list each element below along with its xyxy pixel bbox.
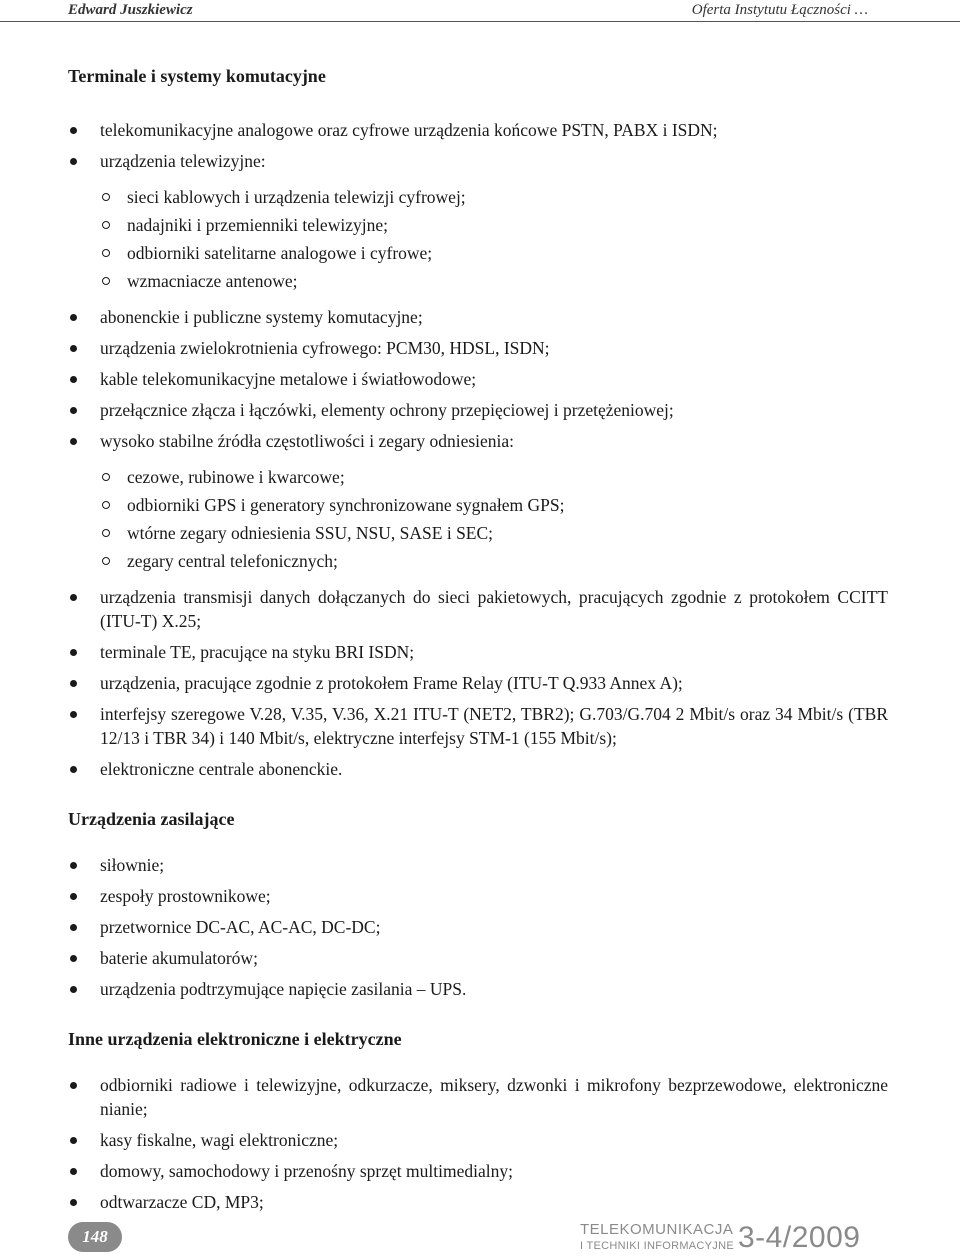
list-item-text: interfejsy szeregowe V.28, V.35, V.36, X.21 ITU-T (NET2, TBR2); G.703/G.704 2 Mbit/s oraz 34 Mbit/s (TBR 12/13 i TBR 34) i 140 Mbit/s, elektryczne interfejsy STM-1 (155 Mbit/s); <box>100 704 888 748</box>
list-item <box>68 915 888 939</box>
bullet-icon <box>70 711 77 718</box>
sub-list-item-text: nadajniki i przemienniki telewizyjne; <box>127 215 388 235</box>
sub-list-item <box>100 549 888 573</box>
list-item-text: urządzenia podtrzymujące napięcie zasilania – UPS. <box>100 979 467 999</box>
bullet-icon <box>70 158 77 165</box>
list-item <box>68 1073 888 1121</box>
bullet-icon <box>70 1137 77 1144</box>
issue-number: 3-4/2009 <box>738 1221 861 1254</box>
list-item <box>68 1159 888 1183</box>
sub-list <box>68 185 888 293</box>
list-item <box>68 853 888 877</box>
page-number: 148 <box>68 1222 122 1252</box>
bullet-icon <box>70 314 77 321</box>
list-item-text: odbiorniki radiowe i telewizyjne, odkurzacze, miksery, dzwonki i mikrofony bezprzewodowe, elektroniczne nianie; <box>100 1075 888 1119</box>
circle-bullet-icon <box>102 193 110 201</box>
bullet-icon <box>70 1082 77 1089</box>
bullet-icon <box>70 924 77 931</box>
bullet-icon <box>70 680 77 687</box>
circle-bullet-icon <box>102 473 110 481</box>
list-item <box>68 671 888 695</box>
list-item-text: kable telekomunikacyjne metalowe i światłowodowe; <box>100 369 477 389</box>
list-item-text: kasy fiskalne, wagi elektroniczne; <box>100 1130 339 1150</box>
page-content <box>68 62 888 1221</box>
list-item-text: odtwarzacze CD, MP3; <box>100 1192 264 1212</box>
list-item <box>68 1128 888 1152</box>
list-item-text: siłownie; <box>100 855 165 875</box>
sub-list-item <box>100 269 888 293</box>
bullet-icon <box>70 649 77 656</box>
sub-list-item <box>100 213 888 237</box>
list-item <box>68 305 888 329</box>
journal-name <box>580 1222 734 1254</box>
bullet-icon <box>70 766 77 773</box>
list-item-text: zespoły prostownikowe; <box>100 886 271 906</box>
bullet-list <box>68 118 888 781</box>
bullet-icon <box>70 893 77 900</box>
list-item <box>68 118 888 142</box>
list-item-text: urządzenia telewizyjne: <box>100 151 266 171</box>
list-item-text: abonenckie i publiczne systemy komutacyjne; <box>100 307 423 327</box>
bullet-icon <box>70 986 77 993</box>
list-item <box>68 429 888 573</box>
running-header <box>0 0 960 22</box>
sub-list-item-text: wzmacniacze antenowe; <box>127 271 298 291</box>
list-item <box>68 977 888 1001</box>
circle-bullet-icon <box>102 501 110 509</box>
list-item-text: terminale TE, pracujące na styku BRI ISDN; <box>100 642 415 662</box>
list-item <box>68 640 888 664</box>
bullet-icon <box>70 345 77 352</box>
circle-bullet-icon <box>102 557 110 565</box>
section-title: Urządzenia zasilające <box>68 809 235 829</box>
circle-bullet-icon <box>102 277 110 285</box>
bullet-list <box>68 853 888 1001</box>
bullet-icon <box>70 376 77 383</box>
section-title: Inne urządzenia elektroniczne i elektryczne <box>68 1029 402 1049</box>
sub-list-item-text: zegary central telefonicznych; <box>127 551 338 571</box>
bullet-icon <box>70 127 77 134</box>
list-item-text: elektroniczne centrale abonenckie. <box>100 759 343 779</box>
sub-list-item-text: odbiorniki satelitarne analogowe i cyfrowe; <box>127 243 433 263</box>
bullet-icon <box>70 594 77 601</box>
section-zasilanie <box>68 805 888 1001</box>
sub-list-item <box>100 465 888 489</box>
sub-list-item-text: cezowe, rubinowe i kwarcowe; <box>127 467 345 487</box>
page-footer <box>0 1212 960 1256</box>
bullet-icon <box>70 407 77 414</box>
sub-list-item <box>100 185 888 209</box>
list-item <box>68 884 888 908</box>
journal-name-line1: TELEKOMUNIKACJA <box>580 1221 734 1238</box>
bullet-list <box>68 1073 888 1214</box>
circle-bullet-icon <box>102 249 110 257</box>
list-item <box>68 757 888 781</box>
circle-bullet-icon <box>102 221 110 229</box>
sub-list-item-text: wtórne zegary odniesienia SSU, NSU, SASE i SEC; <box>127 523 494 543</box>
list-item <box>68 398 888 422</box>
bullet-icon <box>70 955 77 962</box>
list-item <box>68 149 888 293</box>
list-item-text: baterie akumulatorów; <box>100 948 258 968</box>
list-item-text: telekomunikacyjne analogowe oraz cyfrowe urządzenia końcowe PSTN, PABX i ISDN; <box>100 120 718 140</box>
sub-list-item-text: odbiorniki GPS i generatory synchronizowane sygnałem GPS; <box>127 495 565 515</box>
bullet-icon <box>70 438 77 445</box>
section-inne <box>68 1025 888 1214</box>
bullet-icon <box>70 1199 77 1206</box>
list-item <box>68 702 888 750</box>
circle-bullet-icon <box>102 529 110 537</box>
list-item-text: przetwornice DC-AC, AC-AC, DC-DC; <box>100 917 381 937</box>
list-item-text: domowy, samochodowy i przenośny sprzęt multimedialny; <box>100 1161 513 1181</box>
sub-list-item <box>100 493 888 517</box>
list-item <box>68 1190 888 1214</box>
section-title: Terminale i systemy komutacyjne <box>68 66 326 86</box>
list-item-text: wysoko stabilne źródła częstotliwości i zegary odniesienia: <box>100 431 515 451</box>
header-rule <box>0 21 960 22</box>
list-item <box>68 367 888 391</box>
sub-list-item-text: sieci kablowych i urządzenia telewizji cyfrowej; <box>127 187 466 207</box>
list-item <box>68 585 888 633</box>
sub-list-item <box>100 241 888 265</box>
list-item-text: urządzenia transmisji danych dołączanych do sieci pakietowych, pracujących zgodnie z protokołem CCITT (ITU-T) X.25; <box>100 587 888 631</box>
bullet-icon <box>70 1168 77 1175</box>
list-item-text: przełącznice złącza i łączówki, elementy ochrony przepięciowej i przetężeniowej; <box>100 400 674 420</box>
list-item-text: urządzenia zwielokrotnienia cyfrowego: PCM30, HDSL, ISDN; <box>100 338 550 358</box>
sub-list-item <box>100 521 888 545</box>
list-item-text: urządzenia, pracujące zgodnie z protokołem Frame Relay (ITU-T Q.933 Annex A); <box>100 673 683 693</box>
header-author: Edward Juszkiewicz <box>68 2 193 18</box>
journal-name-line2: I TECHNIKI INFORMACYJNE <box>580 1240 734 1252</box>
bullet-icon <box>70 862 77 869</box>
header-title: Oferta Instytutu Łączności … <box>691 2 868 18</box>
sub-list <box>68 465 888 573</box>
section-terminale <box>68 62 888 781</box>
list-item <box>68 336 888 360</box>
list-item <box>68 946 888 970</box>
